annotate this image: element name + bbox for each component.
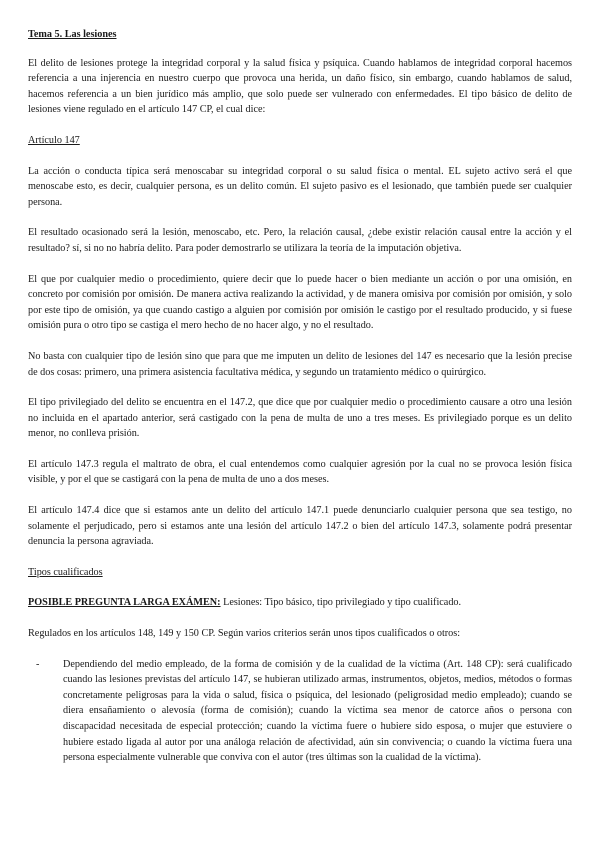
paragraph-resultado: El resultado ocasionado será la lesión, menoscabo, etc. Pero, la relación causal, ¿debe existir relación causal entre la acción y el resultado? sí, si no no habría delito. Para poder demostrarlo se utilizara la teoría de la imputación objetiva. [28,227,572,254]
exam-question-line [28,595,572,611]
section-heading-articulo-147: Artículo 147 [28,134,80,146]
paragraph-tipo-privilegiado: El tipo privilegiado del delito se encuentra en el 147.2, que dice que por cualquier medio o procedimiento causare a otro una lesión no incluida en el apartado anterior, será castigado con la pena de multa de uno a tres meses. Es privilegiado porque es un delito menor, no conlleva prisión. [28,397,572,440]
intro-paragraph: El delito de lesiones protege la integridad corporal y la salud física y psíquica. Cuando hablamos de integridad corporal hacemos referencia a una injerencia en nuestro cuerpo que provoca una herida, un daño físico, sin embargo, cuando hablamos de salud, hacemos referencia a un bien jurídico más amplio, que solo puede ser vulnerado con enfermedades. El tipo básico de delito de lesiones viene regulado en el artículo 147 CP, el cual dice: [28,57,572,116]
paragraph-medio-procedimiento: El que por cualquier medio o procedimiento, quiere decir que lo puede hacer o bien mediante un acción o por una omisión, en concreto por comisión por omisión. De manera activa realizando la actividad, y de manera omisiva por comisión por omisión, y solo por este tipo de omisión, ya que cuando castigo a alguien por comisión por omisión le castigo por el resultado producido, y si fuese omisión pura o otro tipo se castiga el mero hecho de no hacer algo, y no el resultado. [28,273,572,332]
paragraph-denuncia: El artículo 147.4 dice que si estamos ante un delito del artículo 147.1 puede denunciarlo cualquier persona que sea testigo, no solamente el perjudicado, pero si estamos ante una lesión del artículo 147.2 o bien del artículo 147.3, solamente podrá presentar denuncia la persona agraviada. [28,505,572,548]
document-title: Tema 5. Las lesiones [28,29,117,40]
exam-question-text: Lesiones: Tipo básico, tipo privilegiado y tipo cualificado. [220,597,462,609]
list-item [28,657,572,766]
paragraph-conducta-tipica: La acción o conducta típica será menoscabar su integridad corporal o su salud física o mental. EL sujeto activo será el que menoscabe esto, es decir, cualquier persona, es un delito común. El sujeto pasivo es el lesionado, que también puede ser cualquier persona. [28,165,572,208]
section-heading-tipos-cualificados: Tipos cualificados [28,566,103,578]
paragraph-regulados: Regulados en los artículos 148, 149 y 150 CP. Según varios criterios serán unos tipos cualificados o otros: [28,628,461,640]
exam-question-label: POSIBLE PREGUNTA LARGA EXÁMEN: [28,597,221,609]
bullet-text: Dependiendo del medio empleado, de la forma de comisión y de la cualidad de la víctima (Art. 148 CP): será cualificado cuando las lesiones previstas del artículo 147, se hubieran utilizado armas, instrumentos, objetos, medios, métodos o formas concretamente peligrosas para la vida o salud, física o psíquica, del lesionado (peligrosidad medio empleado); cuando se diera ensañamiento o alevosía (forma de comisión); cuando la víctima sea menor de catorce años o persona con discapacidad necesitada de especial protección; cuando la víctima fuere o hubiere sido esposa, o mujer que estuviere o hubiere estado ligada al autor por una análoga relación de afectividad, aún sin convivencia; o cuando la víctima fuera una persona especialmente vulnerable que conviva con el autor (tres últimas son la cualidad de la víctima). [63,658,572,764]
bullet-list [28,657,572,766]
paragraph-tipo-lesion: No basta con cualquier tipo de lesión sino que para que me imputen un delito de lesiones del 147 es necesario que la lesión precise de dos cosas: primero, una primera asistencia facultativa médica, y segundo un tratamiento médico o quirúrgico. [28,350,572,378]
bullet-marker: - [36,658,40,670]
paragraph-maltrato-obra: El artículo 147.3 regula el maltrato de obra, el cual entendemos como cualquier agresión por la cual no se provoca lesión física visible, y por el que se castigará con la pena de multa de uno a dos meses. [28,458,572,486]
